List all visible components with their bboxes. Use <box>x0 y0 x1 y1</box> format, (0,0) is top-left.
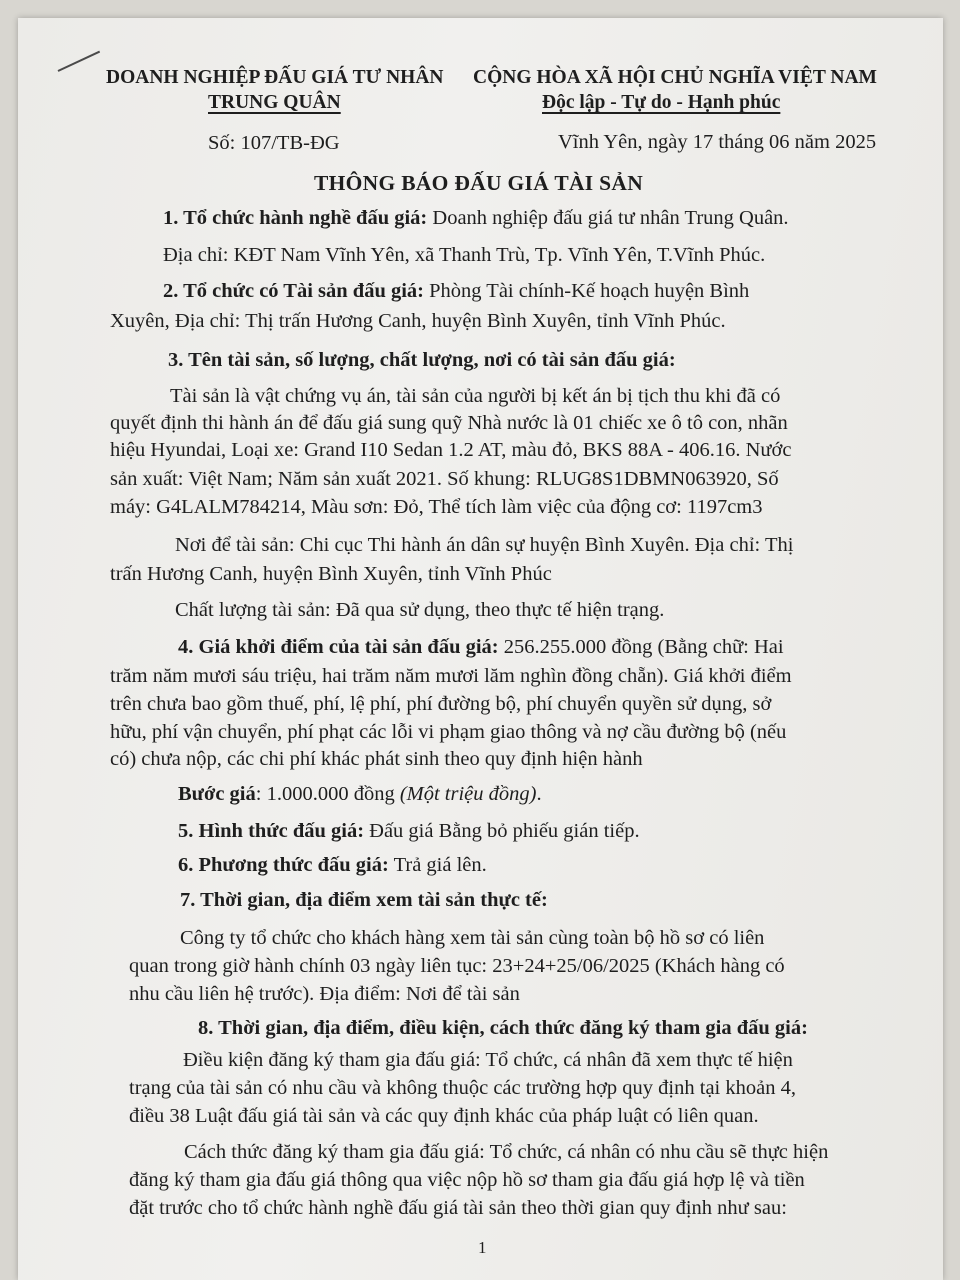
section-8-p1-line: Điều kiện đăng ký tham gia đấu giá: Tổ chức, cá nhân đã xem thực tế hiện <box>183 1049 793 1071</box>
section-4-line: hữu, phí vận chuyển, phí phạt các lỗi vi phạm giao thông và nợ cầu đường bộ (nếu <box>110 721 787 743</box>
bid-step <box>178 782 542 806</box>
section-8-p2-line: đặt trước cho tổ chức hành nghề đấu giá tài sản theo thời gian quy định như sau: <box>129 1197 787 1219</box>
document-page <box>18 18 943 1280</box>
section-6 <box>178 853 487 877</box>
bid-step-label: Bước giá <box>178 783 256 805</box>
section-5-heading: 5. Hình thức đấu giá: <box>178 820 365 842</box>
section-3-p1-line: Tài sản là vật chứng vụ án, tài sản của người bị kết án bị tịch thu khi đã có <box>170 385 781 407</box>
section-3-heading: 3. Tên tài sản, số lượng, chất lượng, nơi có tài sản đấu giá: <box>168 349 676 371</box>
section-1 <box>163 206 789 230</box>
section-2 <box>163 279 749 303</box>
section-2-line2: Xuyên, Địa chỉ: Thị trấn Hương Canh, huyện Bình Xuyên, tỉnh Vĩnh Phúc. <box>110 310 726 332</box>
section-8-p2-line: Cách thức đăng ký tham gia đấu giá: Tổ chức, cá nhân có nhu cầu sẽ thực hiện <box>184 1141 829 1163</box>
section-2-heading: 2. Tổ chức có Tài sản đấu giá: <box>163 280 425 302</box>
pen-mark <box>58 51 101 72</box>
section-3-p1-line: sản xuất: Việt Nam; Năm sản xuất 2021. Số khung: RLUG8S1DBMN063920, Số <box>110 468 779 490</box>
section-3-p1-line: máy: G4LALM784214, Màu sơn: Đỏ, Thể tích làm việc của động cơ: 1197cm3 <box>110 496 763 518</box>
section-7-line: nhu cầu liên hệ trước). Địa điểm: Nơi để tài sản <box>129 983 520 1005</box>
section-7-line: Công ty tổ chức cho khách hàng xem tài sản cùng toàn bộ hồ sơ có liên <box>180 927 765 949</box>
section-3-p1-line: quyết định thi hành án để đấu giá sung quỹ Nhà nước là 01 chiếc xe ô tô con, nhãn <box>110 412 788 434</box>
section-4-heading: 4. Giá khởi điểm của tài sản đấu giá: <box>178 636 499 658</box>
place-date: Vĩnh Yên, ngày 17 tháng 06 năm 2025 <box>558 131 877 153</box>
section-4-value: 256.255.000 đồng (Bằng chữ: Hai <box>498 636 784 658</box>
nation-title: CỘNG HÒA XÃ HỘI CHỦ NGHĨA VIỆT NAM <box>473 67 877 88</box>
bid-step-value: : 1.000.000 đồng <box>255 783 400 805</box>
document-number: Số: 107/TB-ĐG <box>208 132 340 154</box>
section-3-quality: Chất lượng tài sản: Đã qua sử dụng, theo thực tế hiện trạng. <box>175 599 665 621</box>
section-7-line: quan trong giờ hành chính 03 ngày liên tục: 23+24+25/06/2025 (Khách hàng có <box>129 955 785 977</box>
document-title: THÔNG BÁO ĐẤU GIÁ TÀI SẢN <box>314 171 644 195</box>
section-7-heading: 7. Thời gian, địa điểm xem tài sản thực tế: <box>180 889 548 911</box>
org-name: DOANH NGHIỆP ĐẤU GIÁ TƯ NHÂN <box>106 67 444 88</box>
section-8-heading: 8. Thời gian, địa điểm, điều kiện, cách thức đăng ký tham gia đấu giá: <box>198 1017 808 1039</box>
section-3-p2-line: trấn Hương Canh, huyện Bình Xuyên, tỉnh Vĩnh Phúc <box>110 563 552 585</box>
section-3-p2-line: Nơi để tài sản: Chi cục Thi hành án dân sự huyện Bình Xuyên. Địa chỉ: Thị <box>175 534 794 556</box>
nation-motto: Độc lập - Tự do - Hạnh phúc <box>542 92 781 113</box>
section-6-heading: 6. Phương thức đấu giá: <box>178 854 389 876</box>
section-6-value: Trả giá lên. <box>388 854 487 876</box>
section-1-address: Địa chỉ: KĐT Nam Vĩnh Yên, xã Thanh Trù, Tp. Vĩnh Yên, T.Vĩnh Phúc. <box>163 244 766 266</box>
section-1-heading: 1. Tổ chức hành nghề đấu giá: <box>163 207 428 229</box>
section-1-value: Doanh nghiệp đấu giá tư nhân Trung Quân. <box>427 207 789 229</box>
page-number: 1 <box>478 1238 487 1257</box>
org-name-line2: TRUNG QUÂN <box>208 92 341 113</box>
section-4-line: có) chưa nộp, các chi phí khác phát sinh theo quy định hiện hành <box>110 748 643 770</box>
section-8-p1-line: điều 38 Luật đấu giá tài sản và các quy định khác của pháp luật có liên quan. <box>129 1105 759 1127</box>
section-5-value: Đấu giá Bằng bỏ phiếu gián tiếp. <box>364 820 640 842</box>
bid-step-end: . <box>536 783 542 805</box>
section-4-line: trên chưa bao gồm thuế, phí, lệ phí, phí đường bộ, phí chuyển quyền sử dụng, sở <box>110 693 772 715</box>
section-3-p1-line: hiệu Hyundai, Loại xe: Grand I10 Sedan 1.2 AT, màu đỏ, BKS 88A - 406.16. Nước <box>110 439 792 461</box>
section-4 <box>178 635 784 659</box>
bid-step-words: (Một triệu đồng) <box>399 783 537 805</box>
section-2-value: Phòng Tài chính-Kế hoạch huyện Bình <box>424 280 750 302</box>
section-5 <box>178 819 640 843</box>
section-4-line: trăm năm mươi sáu triệu, hai trăm năm mươi lăm nghìn đồng chẵn). Giá khởi điểm <box>110 665 792 687</box>
section-8-p1-line: trạng của tài sản có nhu cầu và không thuộc các trường hợp quy định tại khoản 4, <box>129 1077 796 1099</box>
section-8-p2-line: đăng ký tham gia đấu giá thông qua việc nộp hồ sơ tham gia đấu giá hợp lệ và tiền <box>129 1169 805 1191</box>
